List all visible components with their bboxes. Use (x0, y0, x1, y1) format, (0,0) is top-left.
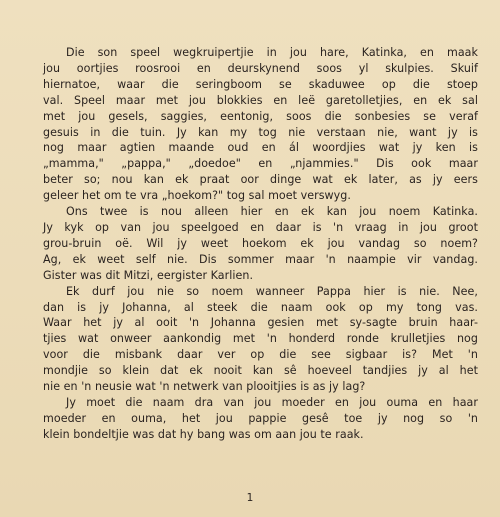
text-line: dan is jy Johanna, al steek die naam ook op my tong vas. (43, 300, 478, 314)
text-line: beter so; nou kan ek praat oor dinge wat ek later, as jy eers (43, 173, 478, 187)
text-line: Ek durf jou nie so noem wanneer Pappa hier is nie. Nee, (66, 284, 478, 298)
text-line: mondjie so klein dat ek nooit kan sê hoeveel tandjies jy al het (43, 364, 478, 378)
text-line: val. Speel maar met jou blokkies en leë garetolletjies, en ek sal (43, 93, 478, 107)
text-line: nie en 'n neusie wat 'n netwerk van plooitjies is as jy lag? (43, 380, 366, 394)
text-line: gesuis in die tuin. Jy kan my tog nie verstaan nie, want jy is (43, 125, 478, 139)
text-line: voor die misbank daar ver op die see sigbaar is? Met 'n (43, 348, 478, 362)
text-line: tjies wat onweer aankondig met 'n honderd ronde krulletjies nog (43, 332, 478, 346)
text-line: nog maar agtien maande oud en ál woordjies wat jy ken is (43, 141, 478, 155)
text-line: Jy moet die naam dra van jou moeder en jou ouma en haar (66, 395, 478, 409)
text-line: grou-bruin oë. Wil jy weet hoekom ek jou vandag so noem? (43, 236, 478, 250)
text-line: „mamma," „pappa," „doedoe" en „njammies." Dis ook maar (43, 157, 478, 171)
page-number: 1 (246, 492, 254, 504)
paragraph (43, 284, 478, 395)
text-line: Jy kyk op van jou speelgoed en daar is 'n vraag in jou groot (43, 220, 478, 234)
paragraph (43, 45, 478, 204)
text-line: geleer het om te vra „hoekom?" tog sal moet verswyg. (43, 189, 351, 203)
paragraph (43, 395, 478, 443)
text-line: moeder en ouma, het jou pappie gesê toe jy nog so 'n (43, 411, 478, 425)
paragraph (43, 204, 478, 284)
text-line: klein bondeltjie was dat hy bang was om aan jou te raak. (43, 427, 364, 441)
text-line: jou oortjies roosrooi en deurskynend soos yl skulpies. Skuif (43, 61, 478, 75)
text-line: Waar het jy al ooit 'n Johanna gesien met sy-sagte bruin haar- (43, 316, 478, 330)
text-line: Ons twee is nou alleen hier en ek kan jou noem Katinka. (66, 205, 478, 219)
text-line: hiernatoe, waar die seringboom se skaduwee op die stoep (43, 77, 478, 91)
body-text (43, 45, 478, 443)
text-line: Gister was dit Mitzi, eergister Karlien. (43, 268, 254, 282)
text-line: Die son speel wegkruipertjie in jou hare, Katinka, en maak (66, 46, 478, 59)
text-line: Ag, ek weet self nie. Dis sommer maar 'n naampie vir vandag. (43, 252, 478, 266)
text-line: met jou gesels, saggies, eentonig, soos die sonbesies se veraf (43, 109, 478, 123)
